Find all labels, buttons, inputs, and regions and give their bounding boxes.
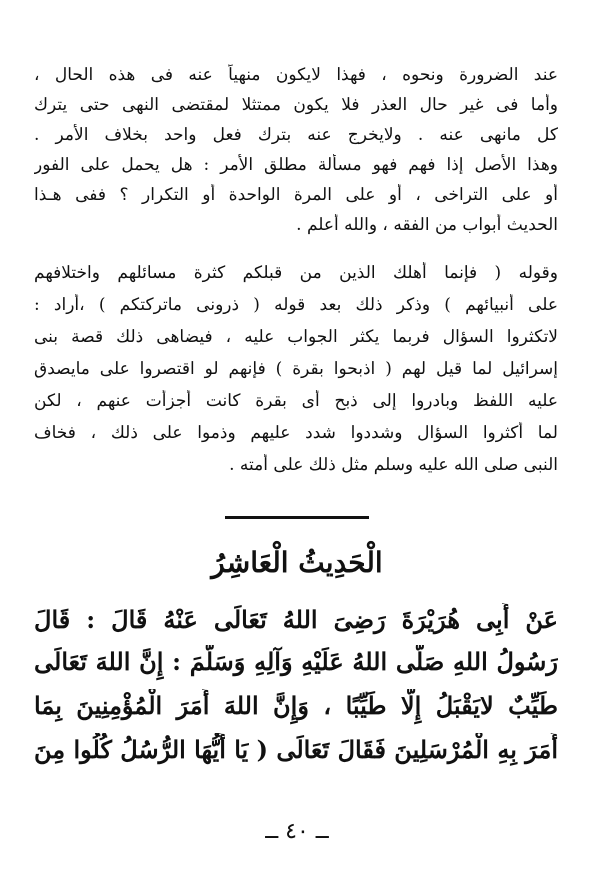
section-heading: الْحَدِيثُ الْعَاشِرُ bbox=[211, 546, 383, 579]
text-line: عليه اللفظ وبادروا إلى ذبح أى بقرة كانت أجزأت عنهم ، لكن bbox=[34, 391, 558, 411]
text-line: الحديث أبواب من الفقه ، والله أعلم . bbox=[296, 215, 558, 235]
text-line: عند الضرورة ونحوه ، فهذا لايكون منهياً عنه فى هذه الحال ، bbox=[34, 65, 558, 85]
hadith-line: عَنْ أَبِى هُرَيْرَةَ رَضِىَ اللهُ تَعَالَى عَنْهُ قَالَ : قَالَ bbox=[34, 605, 558, 634]
text-line: لاتكثروا السؤال فربما يكثر الجواب عليه ، فيضاهى ذلك قصة بنى bbox=[34, 327, 558, 347]
text-line: النبى صلى الله عليه وسلم مثل ذلك على أمته . bbox=[229, 455, 558, 475]
text-line: وهذا الأصل إذا فهم فهو مسألة مطلق الأمر : هل يحمل على الفور bbox=[34, 155, 558, 175]
text-line: لما أكثروا السؤال وشددوا شدد عليهم وذموا على ذلك ، فخاف bbox=[34, 423, 558, 443]
hadith-line: طَيِّبٌ لايَقْبَلُ إِلَّا طَيِّبًا ، وَإِنَّ اللهَ أَمَرَ الْمُؤْمِنِينَ بِمَا bbox=[34, 691, 558, 720]
page-number: ــ ٤٠ ــ bbox=[265, 819, 329, 844]
section-divider bbox=[225, 516, 369, 519]
hadith-line: أَمَرَ بِهِ الْمُرْسَلِينَ فَقَالَ تَعَالَى ( يَا أَيُّهَا الرُّسُلُ كُلُوا مِنَ bbox=[34, 735, 558, 764]
text-line: وأما فى غير حال العذر فلا يكون ممتثلا لمقتضى النهى حتى يترك bbox=[34, 95, 558, 115]
text-line: أو على التراخى ، أو على المرة الواحدة أو التكرار ؟ ففى هـذا bbox=[34, 185, 558, 205]
hadith-line: رَسُولُ اللهِ صَلَّى اللهُ عَلَيْهِ وَآلِهِ وَسَلَّمَ : إِنَّ اللهَ تَعَالَى bbox=[34, 647, 558, 676]
text-line: على أنبيائهم ) وذكر ذلك بعد قوله ( ذرونى ماتركتكم ) ،أراد : bbox=[34, 295, 558, 315]
text-line: إسرائيل لما قيل لهم ( اذبحوا بقرة ) فإنهم لو اقتصروا على مايصدق bbox=[34, 359, 558, 379]
text-line: وقوله ( فإنما أهلك الذين من قبلكم كثرة مسائلهم واختلافهم bbox=[34, 263, 558, 283]
text-line: كل مانهى عنه . ولايخرج عنه بترك فعل واحد بخلاف الأمر . bbox=[34, 125, 558, 145]
